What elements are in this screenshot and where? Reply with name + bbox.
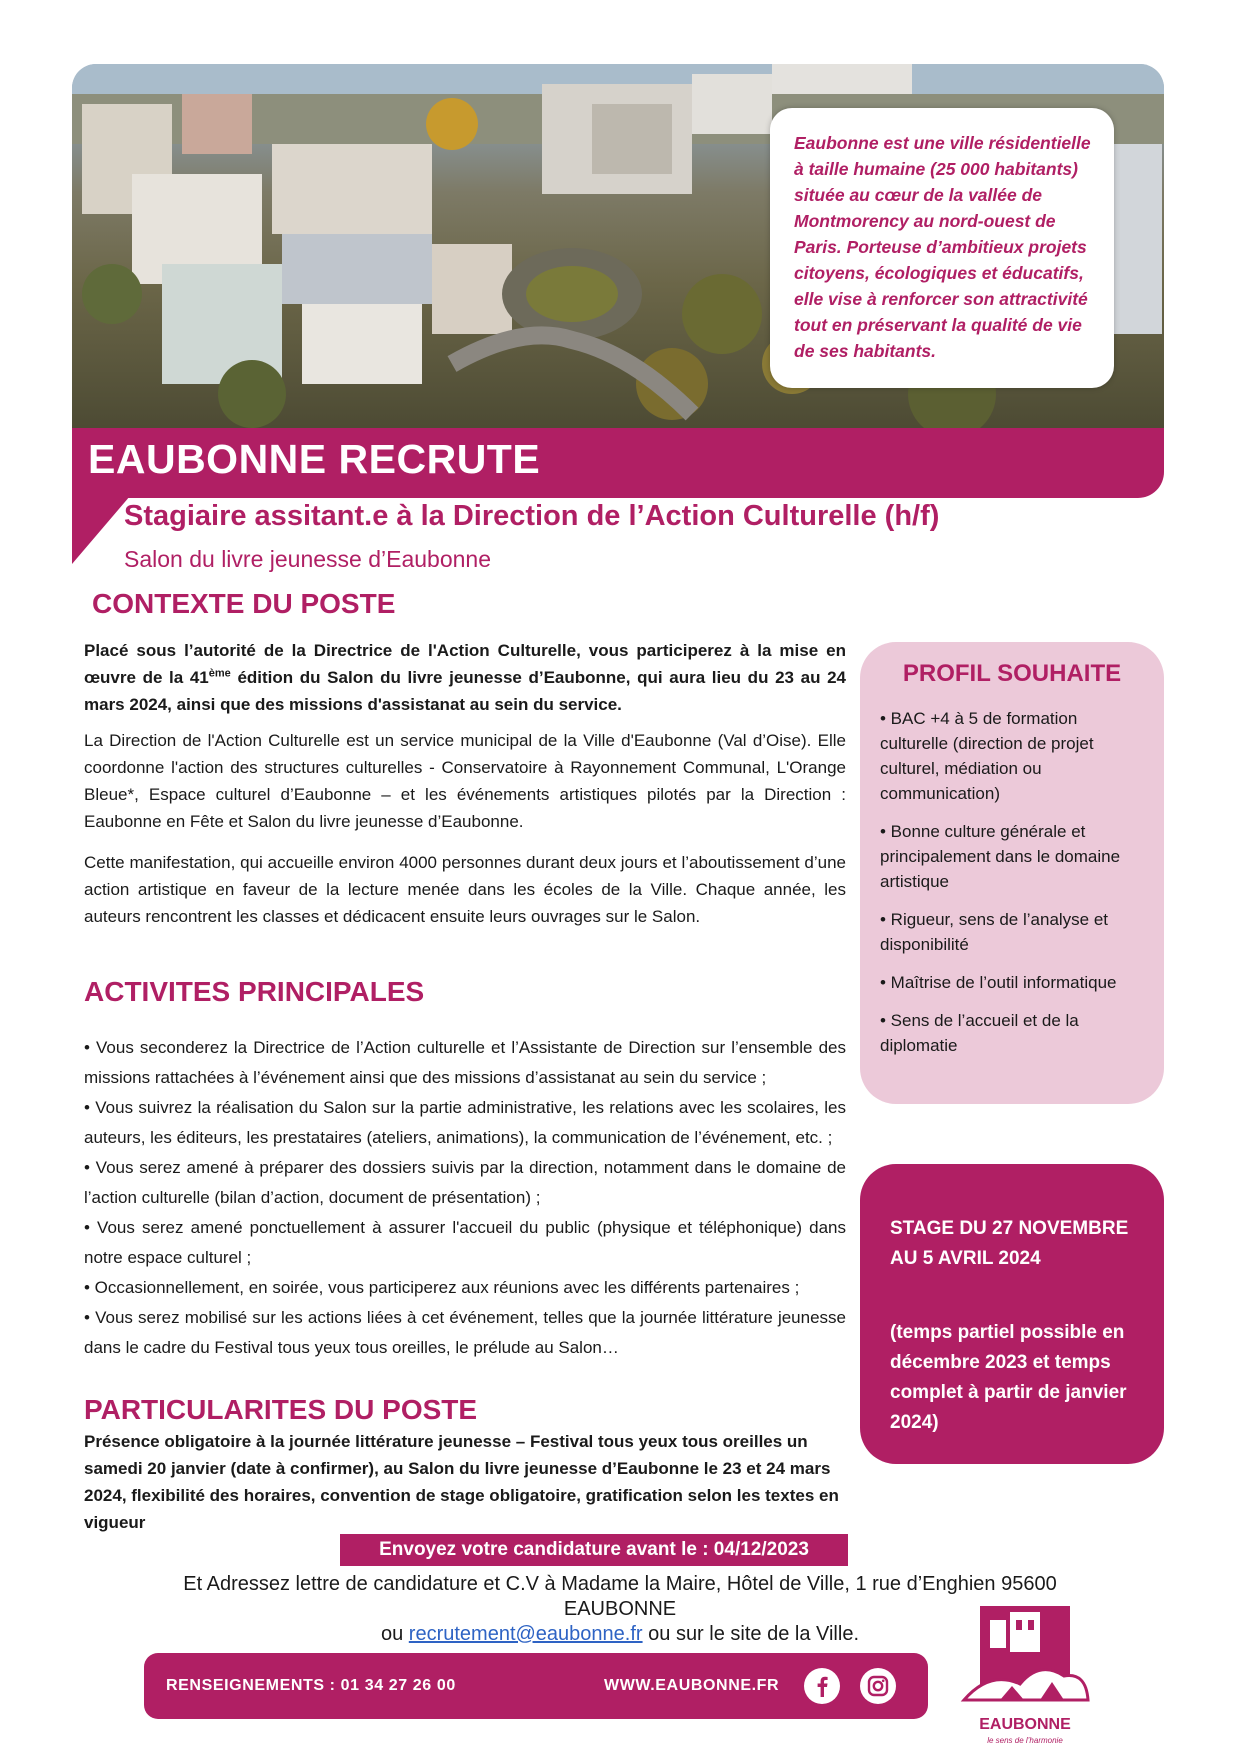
contexte-heading: CONTEXTE DU POSTE	[92, 588, 396, 619]
header-band-tail	[72, 496, 130, 564]
job-subtitle: Salon du livre jeunesse d’Eaubonne	[124, 546, 491, 572]
intro-text: Eaubonne est une ville résidentielle à taille humaine (25 000 habitants) située au cœur de la vallée de Montmorency au nord-ouest de Paris. Porteuse d’ambitieux projets citoyens, écologiques et éducatifs, elle vise à renforcer son attractivité tout en préservant la qualité de vie de ses habitants.	[794, 133, 1091, 361]
banner-title: EAUBONNE RECRUTE	[88, 436, 541, 482]
ordinal-superscript: ème	[208, 667, 231, 680]
deadline-banner: Envoyez votre candidature avant le : 04/12/2023	[340, 1534, 848, 1566]
particularites-text: Présence obligatoire à la journée littérature jeunesse – Festival tous yeux tous oreilles un samedi 20 janvier (date à confirmer), au Salon du livre jeunesse d’Eaubonne le 23 et 24 mars 2024, flexibilité des horaires, convention de stage obligatoire, gratification selon les textes en vigueur	[84, 1432, 839, 1532]
profil-item: • Rigueur, sens de l’analyse et disponibilité	[880, 910, 1109, 954]
footer-website[interactable]: WWW.EAUBONNE.FR	[604, 1677, 780, 1694]
contexte-p1-end: édition du Salon du livre jeunesse d’Eaubonne, qui aura lieu du 23 au 24 mars 2024, ainsi que des missions d'assistanat au sein du service.	[84, 668, 846, 714]
contexte-p1-start: Placé sous l’autorité de la Directrice de l'Action Culturelle, vous participerez à la mise en œuvre de la 41	[84, 641, 846, 687]
activite-item: • Vous serez amené à préparer des dossiers suivis par la direction, notamment dans le domaine de l’action culturelle (bilan d’action, document de présentation) ;	[84, 1158, 846, 1207]
facebook-icon[interactable]	[804, 1668, 840, 1704]
activite-item: • Vous serez amené ponctuellement à assurer l'accueil du public (physique et téléphonique) dans notre espace culturel ;	[84, 1218, 846, 1267]
contexte-paragraph-1	[84, 637, 846, 718]
profil-item: • Maîtrise de l’outil informatique	[880, 973, 1117, 992]
activite-item: • Vous seconderez la Directrice de l’Action culturelle et l’Assistante de Direction sur l’ensemble des missions rattachées à l’événement ainsi que des missions d’assistanat au sein du service ;	[84, 1038, 846, 1087]
contexte-paragraph-3: Cette manifestation, qui accueille environ 4000 personnes durant deux jours et l’aboutissement d’une action artistique en faveur de la lecture menée dans les écoles de la Ville. Chaque année, les auteurs rencontrent les classes et dédicacent ensuite leurs ouvrages sur le Salon.	[84, 853, 846, 926]
profil-item: • Sens de l’accueil et de la diplomatie	[880, 1011, 1079, 1055]
activites-list	[84, 1033, 846, 1363]
profil-item: • Bonne culture générale et principalement dans le domaine artistique	[880, 822, 1121, 891]
activites-heading: ACTIVITES PRINCIPALES	[84, 976, 425, 1007]
address-text: Et Adressez lettre de candidature et C.V à Madame la Maire, Hôtel de Ville, 1 rue d’Enghien 95600 EAUBONNE	[183, 1573, 1057, 1620]
contact-prefix: ou	[380, 1623, 409, 1645]
profil-list	[880, 706, 1150, 1071]
profil-heading: PROFIL SOUHAITE	[902, 660, 1122, 687]
particularites-heading: PARTICULARITES DU POSTE	[84, 1394, 478, 1425]
activite-item: • Vous suivrez la réalisation du Salon sur la partie administrative, les relations avec les scolaires, les auteurs, les éditeurs, les prestataires (ateliers, animations), la communication de l’événement, etc. ;	[84, 1098, 846, 1147]
logo-tagline: le sens de l’harmonie	[987, 1736, 1063, 1745]
footer-phone: RENSEIGNEMENTS : 01 34 27 26 00	[166, 1677, 456, 1694]
stage-note: (temps partiel possible en décembre 2023 et temps complet à partir de janvier 2024)	[890, 1322, 1127, 1433]
intro-card	[770, 108, 1114, 388]
eaubonne-logo-icon	[960, 1600, 1090, 1720]
profil-item: • BAC +4 à 5 de formation culturelle (direction de projet culturel, médiation ou communication)	[880, 709, 1094, 803]
instagram-icon[interactable]	[860, 1668, 896, 1704]
email-link[interactable]: recrutement@eaubonne.fr	[408, 1623, 643, 1645]
job-title: Stagiaire assitant.e à la Direction de l’Action Culturelle (h/f)	[124, 500, 940, 532]
contexte-paragraph-2: La Direction de l'Action Culturelle est un service municipal de la Ville d'Eaubonne (Val d’Oise). Elle coordonne l'action des structures culturelles - Conservatoire à Rayonnement Communal, L'Orange Bleue*, Espace culturel d’Eaubonne – et les événements artistiques pilotés par la Direction : Eaubonne en Fête et Salon du livre jeunesse d’Eaubonne.	[84, 731, 846, 831]
contact-suffix: ou sur le site de la Ville.	[642, 1623, 859, 1645]
activite-item: • Vous serez mobilisé sur les actions liées à cet événement, telles que la journée littérature jeunesse dans le cadre du Festival tous yeux tous oreilles, le prélude au Salon…	[84, 1308, 846, 1357]
logo-name: EAUBONNE	[979, 1716, 1071, 1733]
stage-dates: STAGE DU 27 NOVEMBRE AU 5 AVRIL 2024	[890, 1218, 1129, 1269]
activite-item: • Occasionnellement, en soirée, vous participerez aux réunions avec les différents partenaires ;	[84, 1278, 800, 1297]
